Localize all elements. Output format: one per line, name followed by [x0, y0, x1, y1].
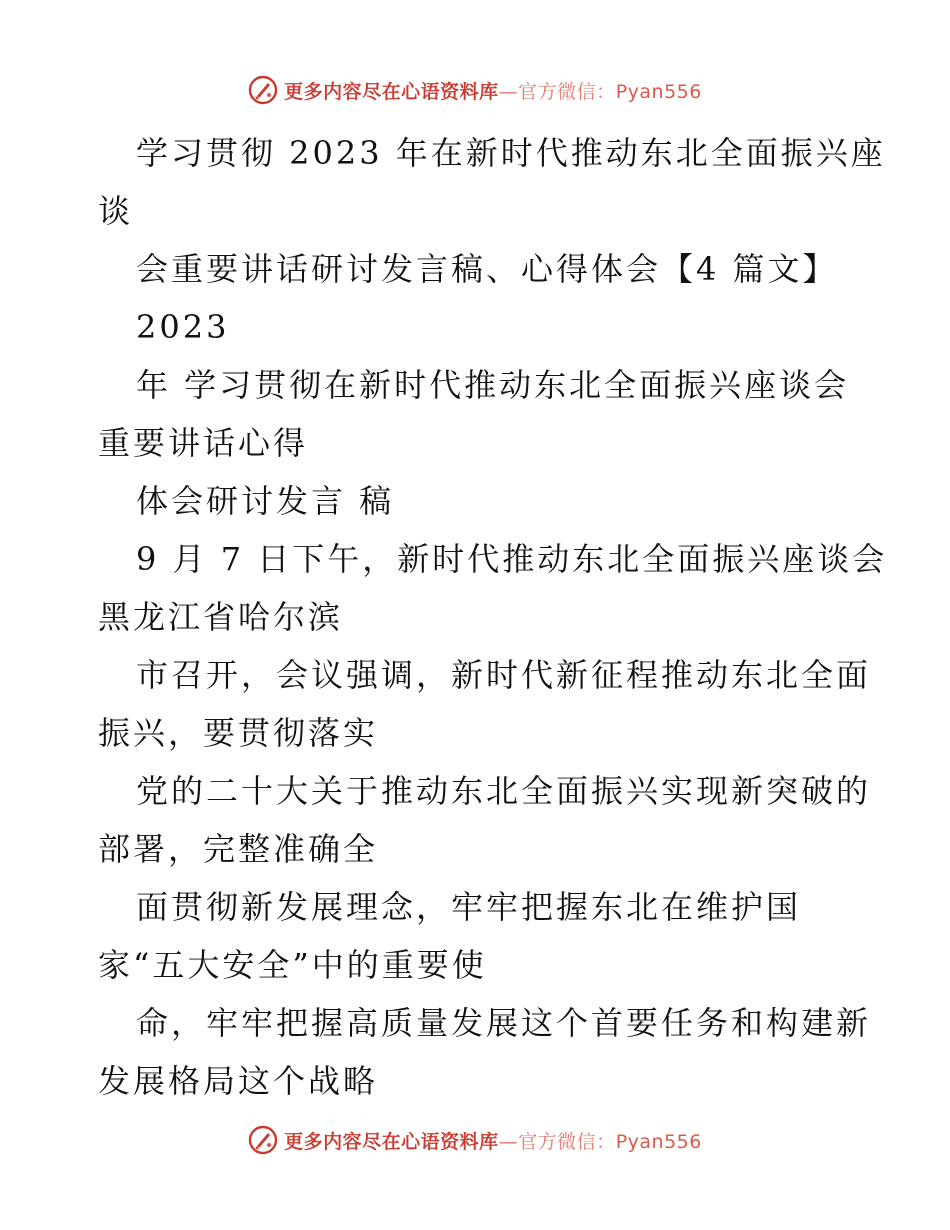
watermark-wechat-id: Pyan556	[615, 80, 702, 103]
doc-line: 9 月 7 日下午，新时代推动东北全面振兴座谈会	[136, 540, 888, 578]
doc-line: 2023	[136, 308, 230, 346]
watermark-wechat-id: Pyan556	[615, 1130, 702, 1153]
doc-line: 会重要讲话研讨发言稿、心得体会【4 篇文】	[136, 250, 838, 288]
doc-line: 党的二十大关于推动东北全面振兴实现新突破的	[136, 772, 872, 810]
watermark-text	[284, 1127, 702, 1154]
doc-line: 部署，完整准确全	[98, 830, 379, 868]
watermark-brand: 更多内容尽在心语资料库	[284, 1130, 499, 1153]
watermark-text	[284, 77, 702, 104]
doc-line: 黑龙江省哈尔滨	[98, 598, 344, 636]
doc-line: 家“五大安全”中的重要使	[98, 946, 487, 984]
quill-logo-icon	[248, 75, 278, 105]
watermark-wechat-label: 官方微信：	[518, 80, 616, 103]
doc-line: 面贯彻新发展理念，牢牢把握东北在维护国	[136, 888, 802, 926]
doc-line: 命，牢牢把握高质量发展这个首要任务和构建新	[136, 1004, 872, 1042]
doc-line: 重要讲话心得	[98, 424, 309, 462]
doc-line: 学习贯彻 2023 年在新时代推动东北全面振兴座	[136, 134, 886, 172]
doc-line: 体会研讨发言 稿	[136, 482, 395, 520]
watermark-wechat-label: 官方微信：	[518, 1130, 616, 1153]
quill-logo-icon	[248, 1125, 278, 1155]
doc-line: 发展格局这个战略	[98, 1062, 379, 1100]
watermark-dash: —	[498, 80, 519, 103]
doc-line: 谈	[98, 192, 134, 230]
watermark-brand: 更多内容尽在心语资料库	[284, 80, 499, 103]
document-body	[98, 124, 888, 1110]
watermark-dash: —	[498, 1130, 519, 1153]
footer-watermark	[0, 1120, 950, 1160]
header-watermark	[0, 70, 950, 110]
doc-line: 年 学习贯彻在新时代推动东北全面振兴座谈会	[136, 366, 850, 404]
doc-line: 市召开，会议强调，新时代新征程推动东北全面	[136, 656, 872, 694]
doc-line: 振兴，要贯彻落实	[98, 714, 379, 752]
